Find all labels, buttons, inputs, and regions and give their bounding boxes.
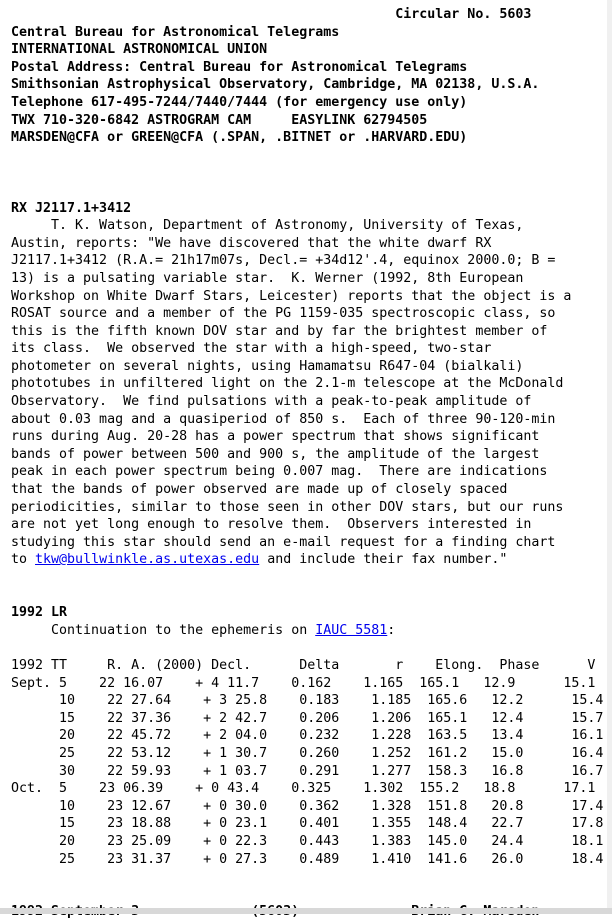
table-row: Sept. 5 22 16.07 + 4 11.7 0.162 1.165 165.1 12.9 15.1 — [11, 675, 596, 691]
spacer — [11, 639, 603, 657]
article-line: Austin, reports: "We have discovered that the white dwarf RX — [11, 235, 492, 251]
circular-number: Circular No. 5603 — [11, 7, 532, 22]
article-line: studying this star should send an e-mail request for a finding chart — [11, 534, 556, 550]
article-line: peak in each power spectrum being 0.007 mag. There are indications — [11, 464, 548, 480]
spacer — [11, 182, 603, 200]
header-line-twx: TWX 710-320-6842 ASTROGRAM CAM EASYLINK 62794505 — [11, 112, 428, 128]
article-title-rx: RX J2117.1+3412 — [11, 200, 132, 216]
intro-text: Continuation to the ephemeris on — [11, 622, 316, 638]
article-line: are not yet long enough to resolve them. Observers interested in — [11, 517, 532, 533]
article-title-lr: 1992 LR — [11, 605, 68, 621]
spacer — [11, 587, 603, 605]
table-header: 1992 TT R. A. (2000) Decl. Delta r Elong. Phase V — [11, 657, 596, 673]
table-row: 20 23 25.09 + 0 22.3 0.443 1.383 145.0 24.4 18.1 — [11, 833, 604, 849]
article-line: J2117.1+3412 (R.A.= 21h17m07s, Decl.= +34d12'.4, equinox 2000.0; B = — [11, 253, 556, 269]
spacer — [11, 147, 603, 165]
article-line: phototubes in unfiltered light on the 2.1-m telescope at the McDonald — [11, 376, 564, 392]
spacer — [11, 886, 603, 904]
header-line-observatory: Smithsonian Astrophysical Observatory, Cambridge, MA 02138, U.S.A. — [11, 77, 540, 93]
spacer — [11, 569, 603, 587]
article-line: its class. We observed the star with a high-speed, two-star — [11, 341, 492, 357]
header-line-bureau: Central Bureau for Astronomical Telegrams — [11, 24, 340, 40]
email-link[interactable]: tkw@bullwinkle.as.utexas.edu — [35, 552, 260, 568]
circular-document — [11, 6, 603, 921]
ephemeris-intro — [11, 622, 603, 640]
article-line: periodicities, similar to those seen in other DOV stars, but our runs — [11, 499, 564, 515]
article-text: and include their fax number." — [259, 552, 508, 568]
header-line-telephone: Telephone 617-495-7244/7440/7444 (for emergency use only) — [11, 94, 468, 110]
table-row: 10 23 12.67 + 0 30.0 0.362 1.328 151.8 20.8 17.4 — [11, 798, 604, 814]
article-line: T. K. Watson, Department of Astronomy, University of Texas, — [11, 218, 524, 234]
spacer — [11, 868, 603, 886]
intro-text: : — [387, 622, 396, 638]
article-line: ROSAT source and a member of the PG 1159-035 spectroscopic class, so — [11, 306, 556, 322]
table-row: 30 22 59.93 + 1 03.7 0.291 1.277 158.3 16.8 16.7 — [11, 763, 604, 779]
table-row: 20 22 45.72 + 2 04.0 0.232 1.228 163.5 13.4 16.1 — [11, 728, 604, 744]
header-line-email: MARSDEN@CFA or GREEN@CFA (.SPAN, .BITNET or .HARVARD.EDU) — [11, 130, 468, 146]
article-line: photometer on several nights, using Hamamatsu R647-04 (bialkali) — [11, 358, 524, 374]
table-row: 10 22 27.64 + 3 25.8 0.183 1.185 165.6 12.2 15.4 — [11, 693, 604, 709]
table-row: 25 22 53.12 + 1 30.7 0.260 1.252 161.2 15.0 16.4 — [11, 745, 604, 761]
article-line: Workshop on White Dwarf Stars, Leicester) reports that the object is a — [11, 288, 572, 304]
article-line: Observatory. We find pulsations with a peak-to-peak amplitude of — [11, 394, 532, 410]
article-body-rx — [11, 217, 603, 569]
article-line: about 0.03 mag and a quasiperiod of 850 s. Each of three 90-120-min — [11, 411, 556, 427]
header-line-union: INTERNATIONAL ASTRONOMICAL UNION — [11, 42, 268, 58]
article-line: that the bands of power observed are made up of closely spaced — [11, 482, 508, 498]
iauc-link[interactable]: IAUC 5581 — [315, 622, 388, 638]
table-row: 15 22 37.36 + 2 42.7 0.206 1.206 165.1 12.4 15.7 — [11, 710, 604, 726]
article-line: 13) is a pulsating variable star. K. Werner (1992, 8th European — [11, 270, 524, 286]
article-line: runs during Aug. 20-28 has a power spectrum that shows significant — [11, 429, 540, 445]
table-row: Oct. 5 23 06.39 + 0 43.4 0.325 1.302 155.2 18.8 17.1 — [11, 781, 596, 797]
ephemeris-table — [11, 657, 603, 868]
page-edge — [607, 0, 612, 914]
article-line: this is the fifth known DOV star and by far the brightest member of — [11, 323, 548, 339]
page-bottom-edge — [0, 908, 612, 914]
table-row: 25 23 31.37 + 0 27.3 0.489 1.410 141.6 26.0 18.4 — [11, 851, 604, 867]
spacer — [11, 164, 603, 182]
header-line-postal: Postal Address: Central Bureau for Astronomical Telegrams — [11, 59, 468, 75]
table-row: 15 23 18.88 + 0 23.1 0.401 1.355 148.4 22.7 17.8 — [11, 816, 604, 832]
article-line: bands of power between 500 and 900 s, the amplitude of the largest — [11, 446, 540, 462]
article-line-last — [11, 551, 603, 569]
article-text: to — [11, 552, 36, 568]
